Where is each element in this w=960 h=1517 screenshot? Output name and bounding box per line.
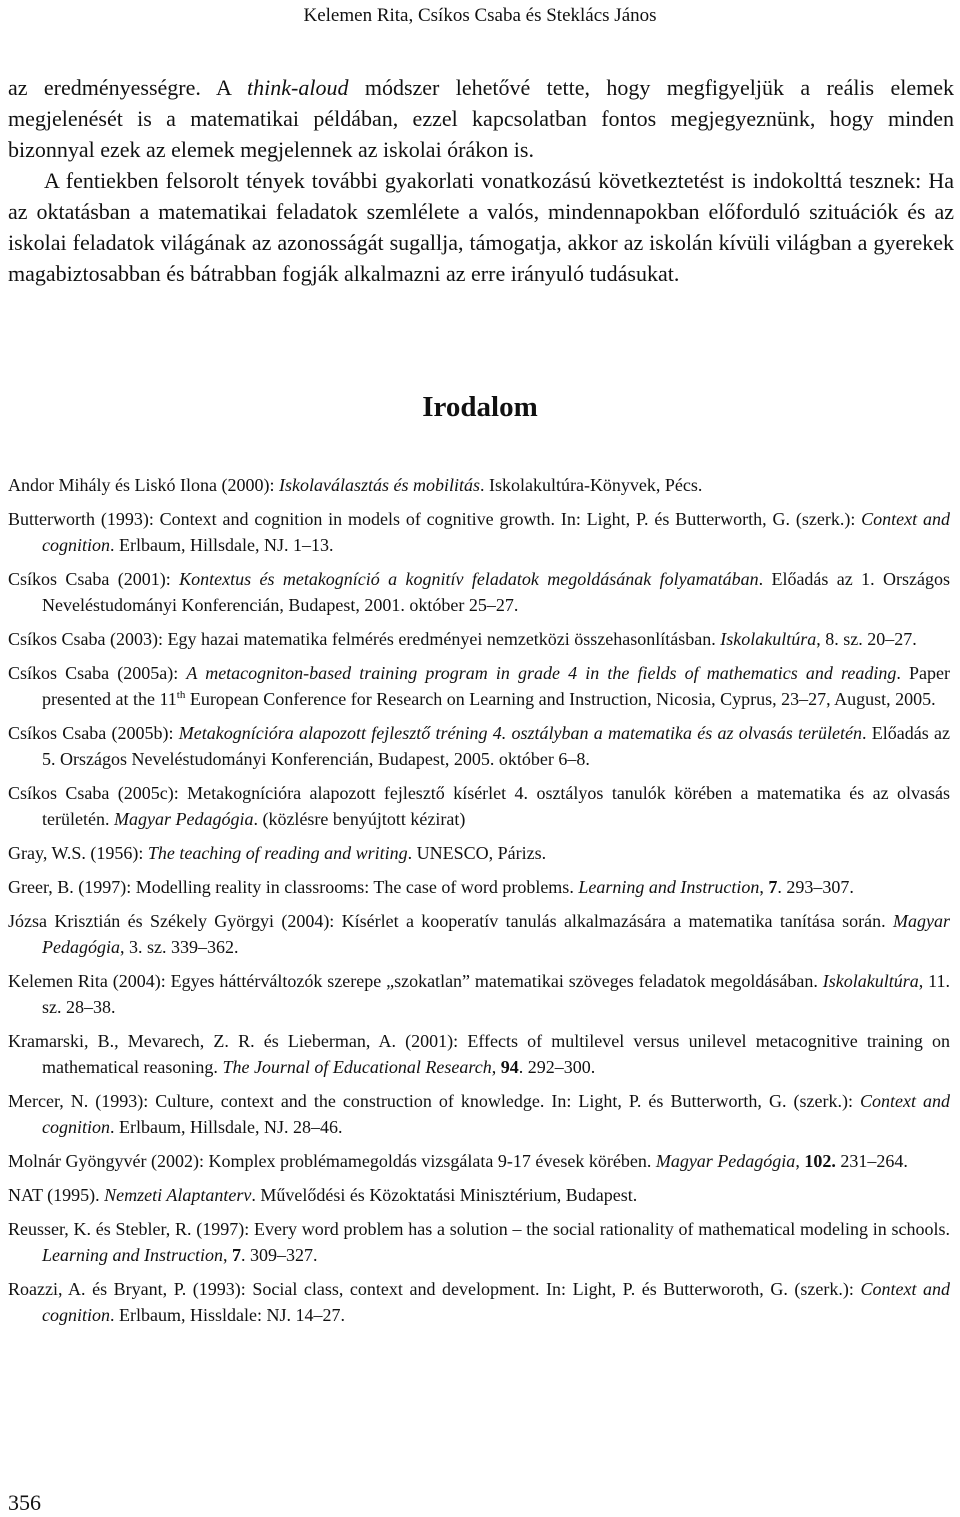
reference-text-segment: Gray, W.S. (1956): [8, 843, 148, 863]
reference-text-segment: Metakogníciórа alapozott fejlesztő tréning 4. osztályban a matematika és az olvasás területén [178, 723, 863, 743]
reference-text-segment: . Előadás az 1. Országos Neveléstudományi Konferencián, Budapest, 2001. október 25–27. [42, 569, 950, 615]
section-title: Irodalom [422, 391, 538, 423]
reference-text-segment: , [759, 877, 769, 897]
reference-item [8, 874, 950, 900]
page-number: 356 [8, 1490, 41, 1515]
reference-text-segment: The Journal of Educational Research [222, 1057, 492, 1077]
reference-text-segment: Mercer, N. (1993): Culture, context and the construction of knowledge. In: Light, P. és Butterworth, G. (szerk.): [8, 1091, 860, 1111]
body-paragraph [8, 165, 954, 289]
reference-item [8, 908, 950, 960]
reference-text-segment: , [795, 1151, 805, 1171]
reference-text-segment: Csíkos Csaba (2003): Egy hazai matematika felmérés eredményei nemzetközi összehasonlításban. [8, 629, 721, 649]
reference-text-segment: Nemzeti Alaptanterv [104, 1185, 252, 1205]
reference-text-segment: . Paper presented at the 11 [42, 663, 951, 709]
reference-item [8, 1028, 950, 1080]
reference-text-segment: Csíkos Csaba (2005b): [8, 723, 179, 743]
reference-text-segment: . Előadás az 5. Országos Neveléstudományi Konferencián, Budapest, 2005. október 6–8. [42, 723, 950, 769]
reference-text-segment: 231–264. [835, 1151, 908, 1171]
reference-item [8, 720, 950, 772]
reference-item [8, 660, 950, 712]
reference-text-segment: NAT (1995). [8, 1185, 105, 1205]
reference-item [8, 1088, 950, 1140]
reference-item [8, 472, 950, 498]
reference-text-segment: Butterworth (1993): Context and cognition in models of cognitive growth. In: Light, P. és Butterworth, G. (szerk.): [8, 509, 862, 529]
reference-item [8, 626, 950, 652]
reference-item [8, 1216, 950, 1268]
body-text-segment: módszer lehetővé tette, hogy megfigyeljük a reális elemek megjelenését is a matematikai példában, ezzel kapcsolatban fontos megjegyeznünk, hogy minden bizonnyal ezek az elemek megjelennek az iskolai órákon is. [8, 75, 954, 162]
reference-text-segment: Kontextus és metakogníció a kognitív feladatok megoldásának folyamatában [179, 569, 759, 589]
reference-text-segment: Roazzi, A. és Bryant, P. (1993): Social class, context and development. In: Light, P. és Butterworoth, G. (szerk.): [8, 1279, 861, 1299]
reference-text-segment: European Conference for Research on Learning and Instruction, Nicosia, Cyprus, 23–27, August, 2005. [185, 689, 936, 709]
reference-text-segment: , [223, 1245, 233, 1265]
reference-text-segment: . 293–307. [777, 877, 854, 897]
reference-text-segment: Magyar Pedagógia [113, 809, 254, 829]
reference-text-segment: Magyar Pedagógia [655, 1151, 796, 1171]
body-text-segment: think-aloud [247, 75, 349, 100]
reference-text-segment: . 292–300. [518, 1057, 596, 1077]
reference-text-segment: Context and cognition [42, 509, 950, 555]
reference-text-segment: Molnár Gyöngyvér (2002): Komplex problémamegoldás vizsgálata 9-17 évesek körében. [8, 1151, 656, 1171]
reference-text-segment: Iskolakultúra [822, 971, 919, 991]
reference-item [8, 780, 950, 832]
reference-text-segment: Csíkos Csaba (2005c): Metakogníciórа alapozott fejlesztő kísérlet 4. osztályos tanulók körében a matematika és az olvasás területén. [8, 783, 950, 829]
reference-text-segment: Kelemen Rita (2004): Egyes háttérváltozók szerepe „szokatlan” matematikai szöveges feladatok megoldásában. [8, 971, 823, 991]
reference-text-segment: Learning and Instruction [578, 877, 760, 897]
reference-text-segment: Iskolakultúra [720, 629, 817, 649]
reference-text-segment: Context and cognition [42, 1279, 951, 1325]
body-text-segment: A fentiekben felsorolt tények további gyakorlati vonatkozású következtetést is indokolttá tesznek: Ha az oktatásban a matematikai feladatok szemlélete a valós, mindennapokban előforduló szituációk és az iskolai feladatok világának az azonosságát sugallja, támogatja, akkor az iskolán kívüli világban a gyerekek magabiztosabban és bátrabban fogják alkalmazni az erre irányuló tudásukat. [8, 168, 954, 286]
reference-text-segment: , 8. sz. 20–27. [816, 629, 917, 649]
reference-text-segment: 7 [232, 1245, 242, 1265]
reference-text-segment: 7 [768, 877, 778, 897]
reference-text-segment: Csíkos Csaba (2005a): [8, 663, 187, 683]
reference-item [8, 1182, 950, 1208]
reference-text-segment: . Erlbaum, Hissldale: NJ. 14–27. [110, 1305, 345, 1325]
reference-text-segment: Kramarski, B., Mevarech, Z. R. és Lieberman, A. (2001): Effects of multilevel versus unilevel metacognitive training on mathematical reasoning. [8, 1031, 950, 1077]
reference-item [8, 506, 950, 558]
reference-item [8, 566, 950, 618]
reference-text-segment: Learning and Instruction [42, 1245, 224, 1265]
reference-text-segment: The teaching of reading and writing [147, 843, 408, 863]
reference-text-segment: Józsa Krisztián és Székely Györgyi (2004): Kísérlet a kooperatív tanulás alkalmazására a matematika tanítása során. [8, 911, 893, 931]
reference-text-segment: Magyar Pedagógia [42, 911, 950, 957]
reference-text-segment: , 3. sz. 339–362. [120, 937, 239, 957]
reference-text-segment: . Erlbaum, Hillsdale, NJ. 28–46. [110, 1117, 343, 1137]
reference-text-segment: , 11. sz. 28–38. [42, 971, 950, 1017]
reference-text-segment: Context and cognition [42, 1091, 950, 1137]
reference-text-segment: . Erlbaum, Hillsdale, NJ. 1–13. [110, 535, 334, 555]
reference-text-segment: Greer, B. (1997): Modelling reality in classrooms: The case of word problems. [8, 877, 579, 897]
reference-text-segment: . Művelődési és Közoktatási Minisztérium, Budapest. [251, 1185, 638, 1205]
reference-item [8, 1148, 950, 1174]
reference-item [8, 1276, 950, 1328]
body-text [8, 72, 954, 289]
running-head: Kelemen Rita, Csíkos Csaba és Steklács János [303, 5, 657, 26]
reference-text-segment: . Iskolakultúra-Könyvek, Pécs. [479, 475, 703, 495]
reference-text-segment: , [491, 1057, 501, 1077]
reference-text-segment: A metacogniton-based training program in grade 4 in the fields of mathematics and reading [186, 663, 897, 683]
reference-text-segment: th [176, 689, 186, 701]
reference-list [8, 472, 950, 1336]
reference-text-segment: Reusser, K. és Stebler, R. (1997): Every word problem has a solution – the social rationality of mathematical modeling in schools. [8, 1219, 950, 1239]
reference-item [8, 968, 950, 1020]
reference-text-segment: 102. [804, 1151, 836, 1171]
reference-text-segment: . (közlésre benyújtott kézirat) [253, 809, 466, 829]
reference-text-segment: . UNESCO, Párizs. [407, 843, 547, 863]
reference-text-segment: Andor Mihály és Liskó Ilona (2000): [8, 475, 279, 495]
reference-item [8, 840, 950, 866]
reference-text-segment: 94 [500, 1057, 519, 1077]
reference-text-segment: Iskolaválasztás és mobilitás [278, 475, 480, 495]
reference-text-segment: Csíkos Csaba (2001): [8, 569, 180, 589]
reference-text-segment: . 309–327. [241, 1245, 318, 1265]
body-text-segment: az eredményességre. A [8, 75, 248, 100]
body-paragraph [8, 72, 954, 165]
